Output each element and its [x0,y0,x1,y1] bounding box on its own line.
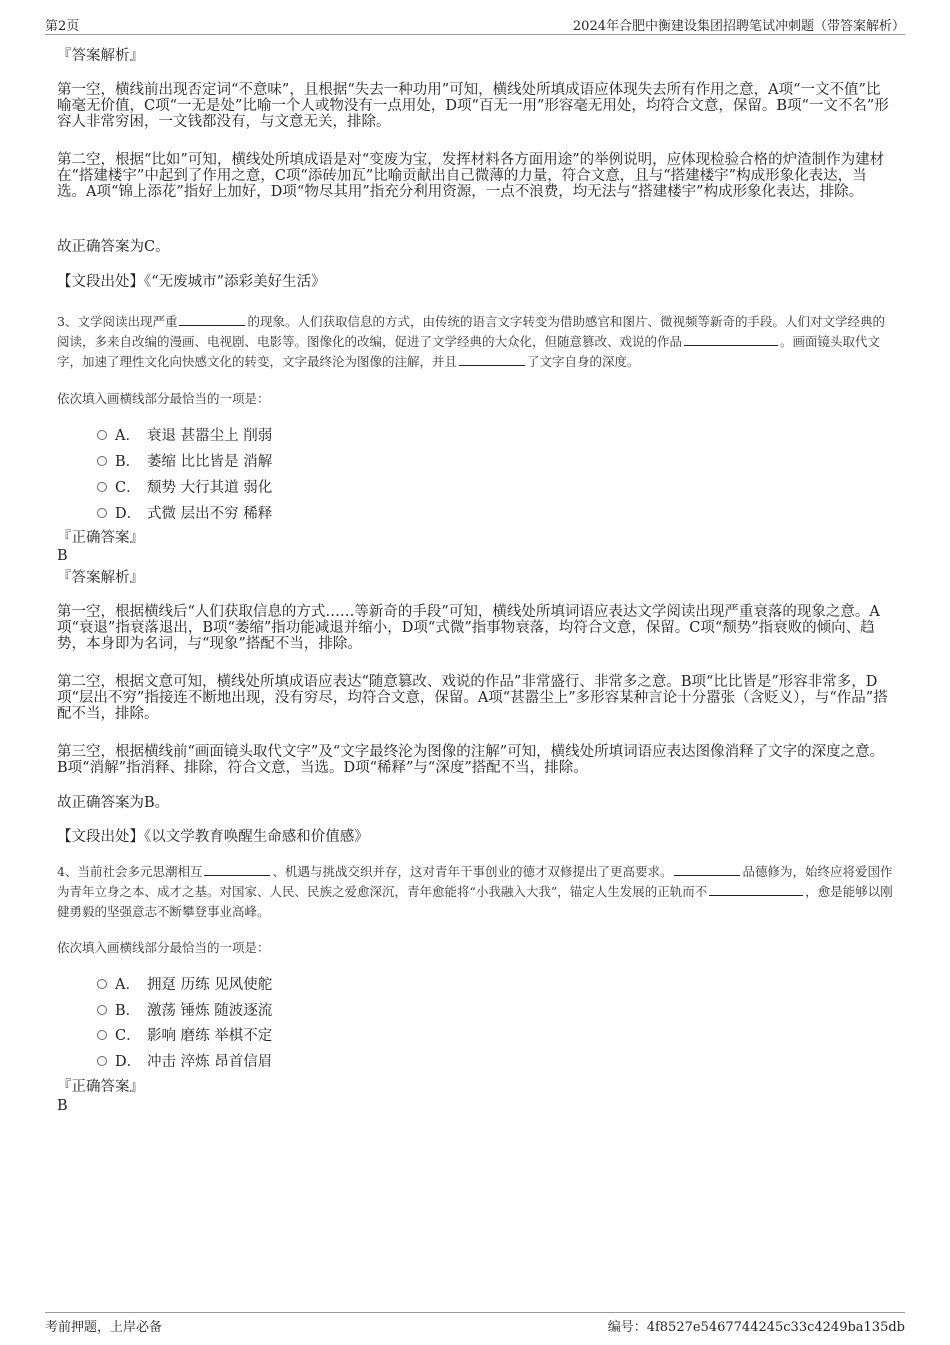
q2-analysis-p1: 第一空，横线前出现否定词“不意味”，且根据“失去一种功用”可知，横线处所填成语应体现失去所有作用之意，A项“一文不值”比喻毫无价值，C项“一无是处”比喻一个人或物没有一点用处，D项“百无一用”形容毫无用处，均符合文意，保留。B项“一文不名”形容人非常穷困，一文钱都没有，与文意无关，排除。 [57,82,889,130]
blank-3 [709,884,803,896]
radio-icon[interactable] [97,456,107,466]
q4-option-b[interactable]: B． 激荡 锤炼 随波逐流 [97,999,272,1017]
radio-icon[interactable] [97,1056,107,1066]
q4-answer-label: 『正确答案』 [57,1079,144,1095]
page-footer [45,1312,905,1333]
q3-stem: 3、文学阅读出现严重 的现象。人们获取信息的方式，由传统的语言文字转变为借助感官和图片、微视频等新奇的手段。人们对文学经典的阅读，多来自改编的漫画、电视剧、电影等。图像化的改编，促进了文学经典的大众化，但随意篡改、戏说的作品 。画面镜头取代文字，加速了理性文化向快感文化的转变，文字最终沦为图像的注解，并且 了文字自身的深度。 [57,314,885,369]
blank-1 [179,314,245,326]
blank-2 [684,334,778,346]
radio-icon[interactable] [97,482,107,492]
page-header [45,14,905,35]
q3-analysis-p2: 第二空，根据文意可知，横线处所填成语应表达“随意篡改、戏说的作品”非常盛行、非常多之意。B项“比比皆是”形容非常多，D项“层出不穷”指接连不断地出现，没有穷尽，均符合文意，保留。A项“甚嚣尘上”多形容某种言论十分嚣张（含贬义），与“作品”搭配不当，排除。 [57,674,888,722]
radio-icon[interactable] [97,1005,107,1015]
q3-answer-label: 『正确答案』 [57,530,144,546]
page-number: 第2页 [45,19,80,34]
q2-analysis-p2: 第二空，根据“比如”可知，横线处所填成语是对“变废为宝，发挥材料各方面用途”的举例说明，应体现检验合格的炉渣制作为建材在“搭建楼宇”中起到了作用之意，C项“添砖加瓦”比喻贡献出自己微薄的力量，符合文意，且与“搭建楼宇”构成形象化表达，当选。A项“锦上添花”指好上加好，D项“物尽其用”指充分利用资源，一点不浪费，均无法与“搭建楼宇”构成形象化表达，排除。 [57,152,885,200]
footer-slogan: 考前押题，上岸必备 [45,1320,163,1335]
radio-icon[interactable] [97,508,107,518]
q3-option-b[interactable]: B． 萎缩 比比皆是 消解 [97,450,272,468]
document-title: 2024年合肥中衡建设集团招聘笔试冲刺题（带答案解析） [572,19,905,34]
q4-option-d[interactable]: D． 冲击 淬炼 昂首信眉 [97,1050,272,1068]
q3-answer: B [57,548,68,564]
q3-analysis-p3: 第三空，根据横线前“画面镜头取代文字”及“文字最终沦为图像的注解”可知，横线处所填词语应表达图像消释了文字的深度之意。B项“消解”指消释、排除，符合文意，当选。D项“稀释”与“深度”搭配不当，排除。 [57,744,885,776]
q3-option-d[interactable]: D． 式微 层出不穷 稀释 [97,502,272,520]
blank-3 [459,354,525,366]
q4-option-c[interactable]: C． 影响 磨练 举棋不定 [97,1024,272,1042]
radio-icon[interactable] [97,979,107,989]
q2-answer-line: 故正确答案为C。 [57,239,170,255]
radio-icon[interactable] [97,1030,107,1040]
blank-2 [674,864,740,876]
q3-analysis-p1: 第一空，根据横线后“人们获取信息的方式……等新奇的手段”可知，横线处所填词语应表达文学阅读出现严重衰落的现象之意。A项“衰退”指衰落退出，B项“萎缩”指功能减退并缩小，D项“式微”指事物衰落，均符合文意，保留。C项“颓势”指衰败的倾向、趋势，本身即为名词，与“现象”搭配不当，排除。 [57,604,880,652]
q4-stem: 4、当前社会多元思潮相互 、机遇与挑战交织并存，这对青年干事创业的德才双修提出了更高要求。 品德修为，始终应将爱国作为青年立身之本、成才之基。对国家、人民、民族之爱愈深沉，青年愈能将“小我融入大我”，锚定人生发展的正轨而不 ，愈是能够以刚健勇毅的坚强意志不断攀登事业高峰。 [57,864,893,919]
document-id: 编号：4f8527e5467744245c33c4249ba135db [607,1320,905,1335]
q4-answer: B [57,1098,68,1114]
q3-option-a[interactable]: A． 衰退 甚嚣尘上 削弱 [97,424,272,442]
radio-icon[interactable] [97,430,107,440]
q2-source: 【文段出处】《“无废城市”添彩美好生活》 [57,274,326,290]
q3-answer-line: 故正确答案为B。 [57,795,170,811]
q2-analysis-label: 『答案解析』 [57,48,144,64]
q3-option-c[interactable]: C． 颓势 大行其道 弱化 [97,476,272,494]
q4-prompt: 依次填入画横线部分最恰当的一项是： [57,940,270,955]
q3-prompt: 依次填入画横线部分最恰当的一项是： [57,391,270,406]
q3-analysis-label: 『答案解析』 [57,570,144,586]
blank-1 [204,864,270,876]
q3-source: 【文段出处】《以文学教育唤醒生命感和价值感》 [57,829,369,845]
q4-option-a[interactable]: A． 拥趸 历练 见风使舵 [97,973,272,991]
